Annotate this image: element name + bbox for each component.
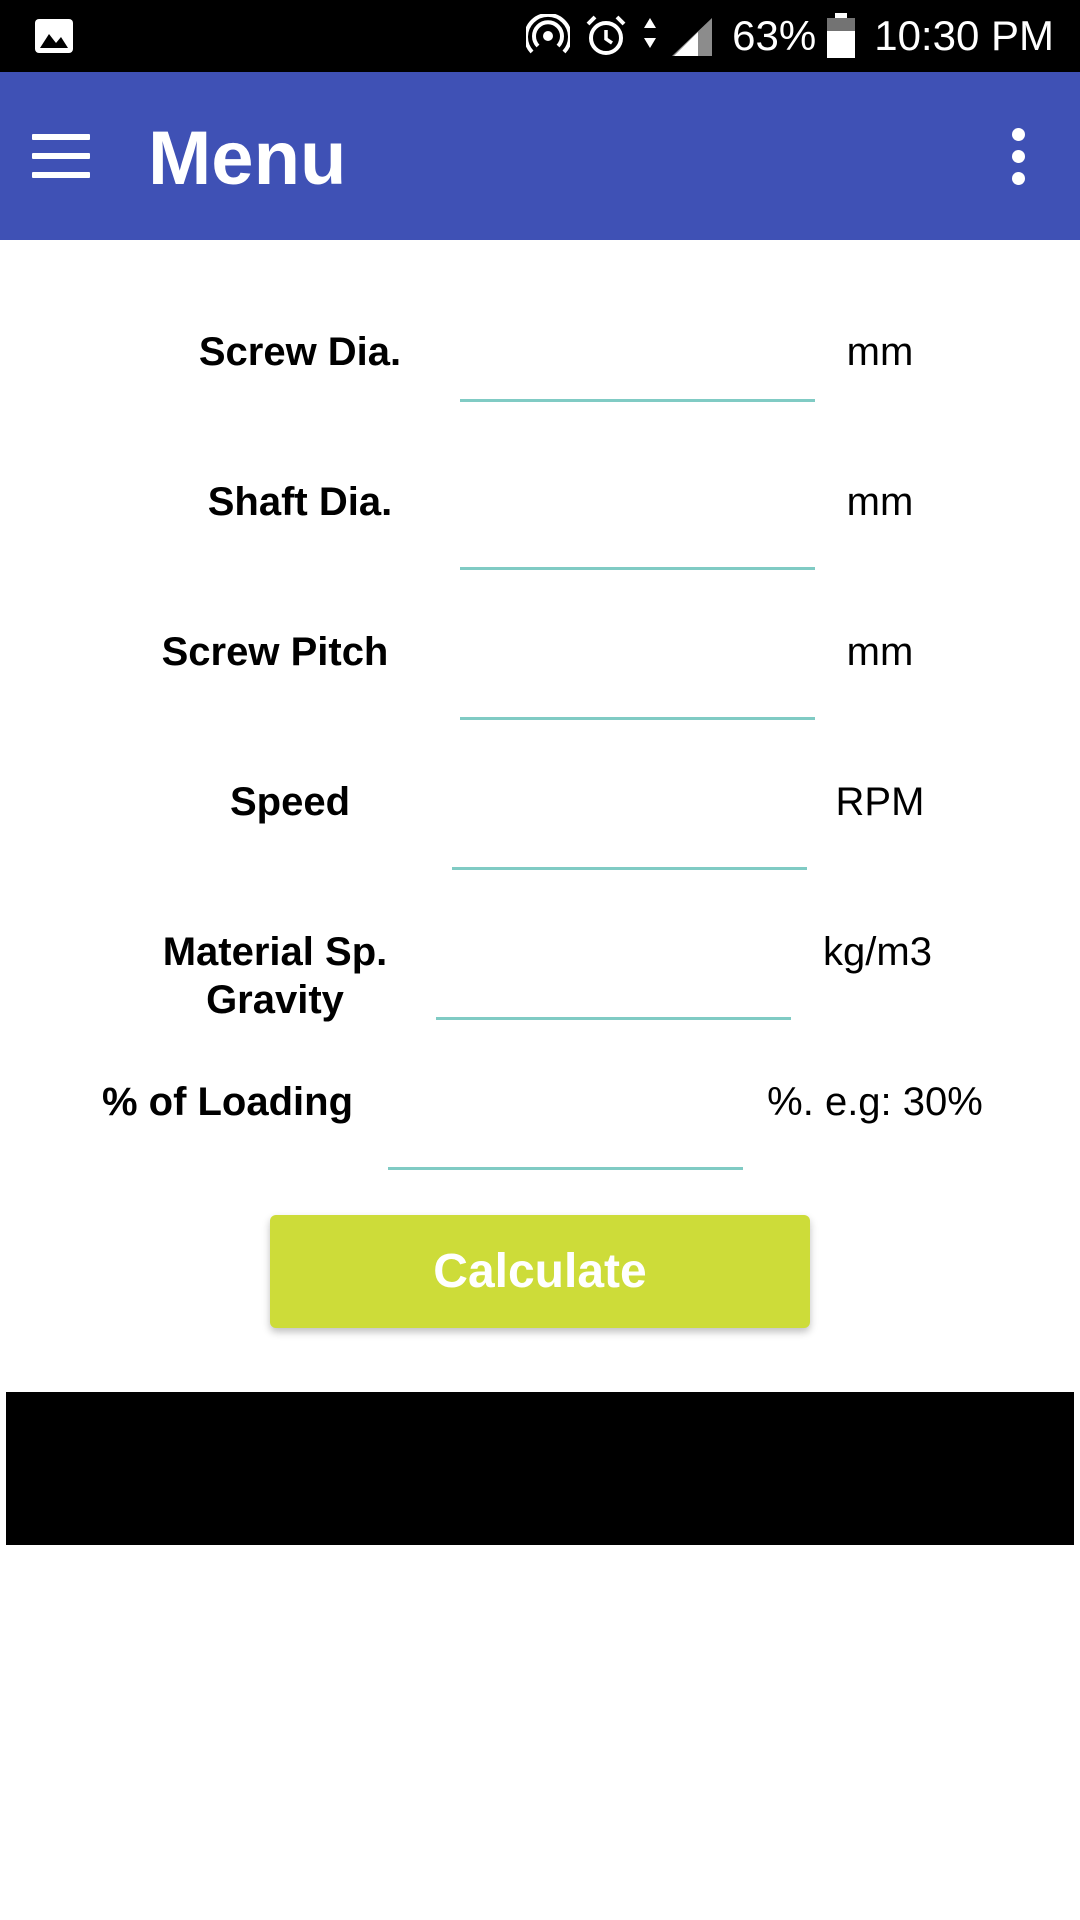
shaft-dia-input[interactable] — [460, 510, 815, 570]
loading-unit: %. e.g: 30% — [767, 1080, 983, 1124]
gallery-notification-icon — [34, 18, 74, 54]
ad-banner[interactable] — [6, 1392, 1074, 1545]
signal-icon — [642, 14, 714, 58]
screw-pitch-label: Screw Pitch — [161, 630, 389, 674]
material-sp-gravity-unit: kg/m3 — [823, 930, 932, 974]
shaft-dia-unit: mm — [846, 480, 914, 524]
screw-pitch-input[interactable] — [460, 660, 815, 720]
speed-input[interactable] — [452, 810, 807, 870]
speed-label: Speed — [229, 780, 351, 824]
clock: 10:30 PM — [874, 12, 1054, 59]
battery-icon — [826, 13, 856, 59]
speed-unit: RPM — [835, 780, 925, 824]
material-sp-gravity-label-line1: Material Sp. — [162, 930, 388, 974]
alarm-icon — [584, 14, 628, 58]
screw-pitch-unit: mm — [846, 630, 914, 674]
material-sp-gravity-label — [140, 928, 410, 1024]
material-sp-gravity-label-line2: Gravity — [206, 978, 344, 1022]
screw-dia-label: Screw Dia. — [198, 330, 402, 374]
shaft-dia-label: Shaft Dia. — [207, 480, 393, 524]
loading-label: % of Loading — [101, 1080, 354, 1124]
overflow-menu-icon[interactable] — [1004, 128, 1032, 186]
calculate-button[interactable]: Calculate — [270, 1215, 810, 1328]
hotspot-icon — [526, 14, 570, 58]
loading-input[interactable] — [388, 1110, 743, 1170]
battery-percent: 63% — [732, 12, 817, 59]
status-bar — [0, 0, 1080, 72]
app-bar — [0, 72, 1080, 240]
menu-icon[interactable] — [32, 134, 90, 178]
app-title: Menu — [148, 116, 347, 201]
screw-dia-input[interactable] — [460, 342, 815, 402]
screw-dia-unit: mm — [846, 330, 914, 374]
material-sp-gravity-input[interactable] — [436, 960, 791, 1020]
